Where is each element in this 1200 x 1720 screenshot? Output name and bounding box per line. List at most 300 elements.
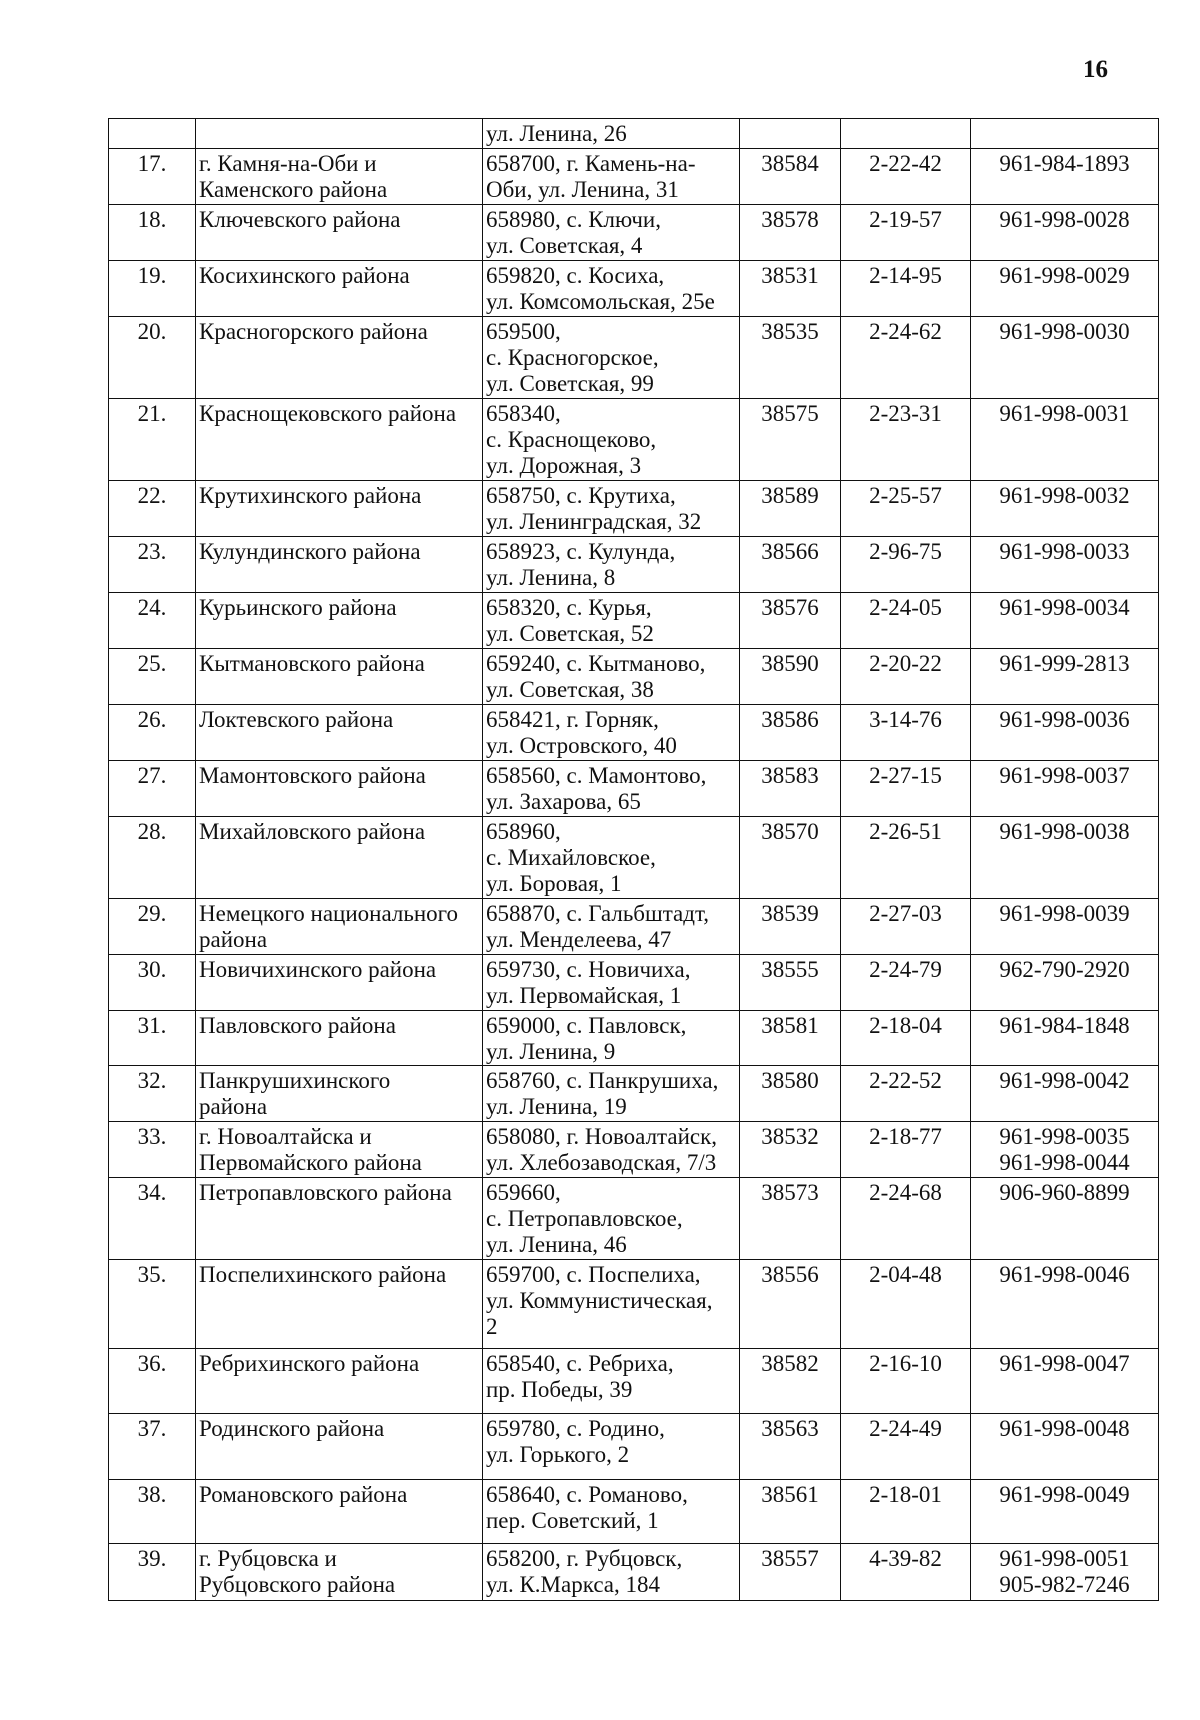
area-code-cell-text: 38576 [761,594,819,620]
address-cell [483,1260,740,1349]
address-cell-line: ул. Ленина, 26 [486,121,627,146]
address-cell-line: ул. Островского, 40 [486,732,677,758]
address-cell-line: ул. Советская, 52 [486,620,654,646]
address-cell-line: ул. Горького, 2 [486,1442,630,1468]
district-directory-table [108,118,1159,1601]
row-number-cell [109,1480,196,1544]
address-cell-line: 659820, с. Косиха, [486,262,665,288]
mobile-cell-line: 906-960-8899 [999,1180,1130,1206]
row-number-cell-text: 39. [137,1546,167,1572]
district-name-cell-line: Ребрихинского района [199,1351,420,1377]
district-name-cell-line: Романовского района [199,1482,408,1508]
address-cell-line: с. Красногорское, [486,344,659,370]
address-cell [483,119,740,149]
district-name-cell-line: Рубцовского района [199,1572,396,1598]
district-name-cell [196,316,483,398]
address-cell-line: ул. Ленина, 9 [486,1038,616,1064]
mobile-cell-line: 961-998-0039 [999,900,1130,926]
phone-cell-text: 2-27-03 [869,900,942,926]
phone-cell-text: 2-24-49 [869,1416,942,1442]
area-code-cell-text: 38583 [761,762,819,788]
address-cell-line: ул. Хлебозаводская, 7/3 [486,1150,717,1176]
area-code-cell [740,704,841,760]
address-cell [483,316,740,398]
address-cell-line: пер. Советский, 1 [486,1508,659,1534]
area-code-cell [740,260,841,316]
address-cell [483,1010,740,1066]
table-row [109,1260,1159,1349]
phone-cell [841,760,971,816]
address-cell-line: ул. Комсомольская, 25е [486,288,715,314]
phone-cell-text: 2-96-75 [869,538,942,564]
area-code-cell [740,1480,841,1544]
address-cell-line: 659500, [486,318,561,344]
address-cell-line: 658560, с. Мамонтово, [486,762,707,788]
address-cell [483,1544,740,1601]
row-number-cell [109,119,196,149]
phone-cell [841,1544,971,1601]
table-row [109,1414,1159,1480]
district-name-cell-line: Каменского района [199,176,388,202]
mobile-cell [971,1260,1159,1349]
area-code-cell-text: 38584 [761,151,819,176]
address-cell [483,816,740,898]
district-name-cell-line: Красногорского района [199,318,428,344]
phone-cell-text: 2-24-68 [869,1180,942,1206]
table-row [109,816,1159,898]
address-cell [483,1178,740,1260]
area-code-cell [740,480,841,536]
district-name-cell-line: Панкрушихинского [199,1068,391,1094]
district-name-cell-line: Павловского района [199,1012,396,1038]
row-number-cell [109,204,196,260]
address-cell-line: ул. Первомайская, 1 [486,982,682,1008]
page-number: 16 [1083,56,1108,83]
mobile-cell-line: 961-998-0033 [999,538,1130,564]
row-number-cell [109,1066,196,1122]
area-code-cell-text: 38580 [761,1068,819,1094]
area-code-cell [740,1066,841,1122]
district-name-cell-line: района [199,926,268,952]
mobile-cell [971,1122,1159,1178]
address-cell-line: 659730, с. Новичиха, [486,956,691,982]
row-number-cell-text: 28. [137,818,167,844]
area-code-cell-text: 38532 [761,1124,819,1150]
phone-cell-text: 2-22-42 [869,151,942,176]
table-row [109,760,1159,816]
address-cell-line: 659240, с. Кытманово, [486,650,706,676]
district-name-cell [196,1066,483,1122]
address-cell [483,480,740,536]
phone-cell [841,648,971,704]
row-number-cell-text: 36. [137,1351,167,1377]
table-row [109,119,1159,149]
mobile-cell-line: 961-998-0028 [999,206,1130,232]
row-number-cell-text: 17. [137,151,167,176]
phone-cell-text: 2-26-51 [869,818,942,844]
mobile-cell [971,1544,1159,1601]
row-number-cell-text: 30. [137,956,167,982]
address-cell-line: 658640, с. Романово, [486,1482,688,1508]
row-number-cell [109,760,196,816]
mobile-cell [971,536,1159,592]
phone-cell [841,1178,971,1260]
address-cell-line: 658980, с. Ключи, [486,206,661,232]
area-code-cell-text: 38578 [761,206,819,232]
area-code-cell [740,149,841,205]
mobile-cell [971,1010,1159,1066]
row-number-cell-text: 19. [137,262,167,288]
area-code-cell [740,1178,841,1260]
mobile-cell [971,316,1159,398]
area-code-cell-text: 38575 [761,400,819,426]
row-number-cell-text: 37. [137,1416,167,1442]
address-cell-line: ул. Ленинградская, 32 [486,508,702,534]
row-number-cell-text: 18. [137,206,167,232]
area-code-cell [740,1260,841,1349]
address-cell-line: ул. Ленина, 46 [486,1232,627,1258]
district-name-cell [196,1010,483,1066]
address-cell-line: ул. Ленина, 8 [486,564,616,590]
district-name-cell-line: Косихинского района [199,262,410,288]
area-code-cell [740,898,841,954]
row-number-cell [109,1122,196,1178]
mobile-cell [971,1349,1159,1414]
mobile-cell-line: 905-982-7246 [999,1572,1130,1598]
district-name-cell-line: Первомайского района [199,1150,422,1176]
row-number-cell [109,260,196,316]
address-cell-line: 658421, г. Горняк, [486,706,659,732]
mobile-cell-line: 961-998-0037 [999,762,1130,788]
area-code-cell [740,536,841,592]
table-row [109,648,1159,704]
mobile-cell-line: 961-998-0051 [999,1546,1130,1572]
area-code-cell-text: 38535 [761,318,819,344]
address-cell [483,204,740,260]
mobile-cell [971,1414,1159,1480]
address-cell [483,592,740,648]
phone-cell-text: 2-14-95 [869,262,942,288]
district-name-cell-line: Новичихинского района [199,956,437,982]
mobile-cell-line: 961-998-0049 [999,1482,1130,1508]
row-number-cell-text: 24. [137,594,167,620]
mobile-cell [971,648,1159,704]
table-row [109,1349,1159,1414]
address-cell [483,260,740,316]
area-code-cell-text: 38586 [761,706,819,732]
phone-cell [841,592,971,648]
phone-cell [841,1122,971,1178]
address-cell-line: пр. Победы, 39 [486,1377,633,1403]
phone-cell-text: 2-19-57 [869,206,942,232]
area-code-cell [740,1414,841,1480]
area-code-cell [740,954,841,1010]
phone-cell-text: 4-39-82 [869,1546,942,1572]
row-number-cell-text: 27. [137,762,167,788]
table-row [109,398,1159,480]
district-name-cell [196,1122,483,1178]
table-row [109,204,1159,260]
district-name-cell [196,1260,483,1349]
mobile-cell [971,704,1159,760]
district-name-cell [196,898,483,954]
address-cell-line: 658960, [486,818,561,844]
address-cell-line: 659000, с. Павловск, [486,1012,687,1038]
address-cell-line: ул. Ленина, 19 [486,1094,627,1120]
phone-cell-text: 2-04-48 [869,1262,942,1288]
district-name-cell [196,149,483,205]
table-body [109,119,1159,1601]
phone-cell [841,149,971,205]
row-number-cell-text: 31. [137,1012,167,1038]
phone-cell-text: 3-14-76 [869,706,942,732]
mobile-cell-line: 961-998-0034 [999,594,1130,620]
address-cell [483,1066,740,1122]
mobile-cell-line: 961-998-0029 [999,262,1130,288]
mobile-cell [971,204,1159,260]
table-row [109,592,1159,648]
district-name-cell [196,954,483,1010]
address-cell [483,1122,740,1178]
address-cell-line: ул. К.Маркса, 184 [486,1572,661,1598]
district-name-cell-line: г. Новоалтайска и [199,1124,372,1150]
address-cell-line: ул. Советская, 38 [486,676,654,702]
district-name-cell-line: г. Рубцовска и [199,1546,337,1572]
address-cell-line: 658320, с. Курья, [486,594,652,620]
row-number-cell [109,898,196,954]
row-number-cell [109,1349,196,1414]
area-code-cell-text: 38563 [761,1416,819,1442]
district-name-cell-line: Краснощековского района [199,400,457,426]
mobile-cell [971,260,1159,316]
phone-cell-text: 2-27-15 [869,762,942,788]
district-name-cell-line: Крутихинского района [199,482,422,508]
area-code-cell [740,398,841,480]
district-name-cell-line: района [199,1094,268,1120]
district-name-cell [196,760,483,816]
district-name-cell [196,1414,483,1480]
address-cell [483,760,740,816]
table-row [109,1010,1159,1066]
area-code-cell [740,1349,841,1414]
address-cell [483,149,740,205]
area-code-cell [740,204,841,260]
area-code-cell [740,648,841,704]
area-code-cell-text: 38566 [761,538,819,564]
address-cell [483,648,740,704]
address-cell-line: 659780, с. Родино, [486,1416,665,1442]
mobile-cell-line: 961-998-0035 [999,1124,1130,1150]
mobile-cell [971,1178,1159,1260]
district-name-cell-line: Курьинского района [199,594,397,620]
address-cell-line: ул. Советская, 4 [486,232,643,258]
mobile-cell [971,954,1159,1010]
phone-cell [841,1066,971,1122]
address-cell-line: ул. Коммунистическая, [486,1288,713,1314]
mobile-cell-line: 961-998-0044 [999,1150,1130,1176]
phone-cell [841,536,971,592]
district-name-cell [196,398,483,480]
area-code-cell-text: 38555 [761,956,819,982]
row-number-cell-text: 35. [137,1262,167,1288]
address-cell [483,898,740,954]
row-number-cell [109,592,196,648]
district-name-cell [196,536,483,592]
table-row [109,1066,1159,1122]
table-row [109,1480,1159,1544]
row-number-cell-text: 21. [137,400,167,426]
address-cell-line: 659660, [486,1180,561,1206]
district-name-cell [196,1544,483,1601]
address-cell-line: 658923, с. Кулунда, [486,538,676,564]
district-name-cell-line: Ключевского района [199,206,401,232]
mobile-cell-line: 961-998-0030 [999,318,1130,344]
address-cell-line: 658760, с. Панкрушиха, [486,1068,719,1094]
area-code-cell-text: 38556 [761,1262,819,1288]
row-number-cell-text: 29. [137,900,167,926]
district-name-cell [196,816,483,898]
address-cell-line: ул. Дорожная, 3 [486,452,642,478]
row-number-cell-text: 33. [137,1124,167,1150]
phone-cell [841,704,971,760]
address-cell [483,536,740,592]
address-cell-line: 2 [486,1314,498,1340]
address-cell [483,704,740,760]
row-number-cell [109,816,196,898]
phone-cell [841,1480,971,1544]
phone-cell-text: 2-18-77 [869,1124,942,1150]
area-code-cell [740,316,841,398]
row-number-cell [109,1178,196,1260]
row-number-cell-text: 23. [137,538,167,564]
district-name-cell [196,592,483,648]
address-cell-line: 658870, с. Гальбштадт, [486,900,710,926]
district-name-cell-line: Кытмановского района [199,650,425,676]
mobile-cell [971,1480,1159,1544]
phone-cell [841,1010,971,1066]
address-cell-line: с. Петропавловское, [486,1206,683,1232]
mobile-cell [971,1066,1159,1122]
district-name-cell [196,704,483,760]
mobile-cell-line: 961-998-0032 [999,482,1130,508]
phone-cell [841,398,971,480]
mobile-cell-line: 961-984-1893 [999,151,1130,176]
area-code-cell [740,1010,841,1066]
row-number-cell-text: 20. [137,318,167,344]
address-cell-line: с. Краснощеково, [486,426,657,452]
district-name-cell-line: Кулундинского района [199,538,421,564]
phone-cell [841,1349,971,1414]
address-cell [483,954,740,1010]
mobile-cell-line: 961-998-0048 [999,1416,1130,1442]
phone-cell-text: 2-25-57 [869,482,942,508]
district-name-cell-line: Мамонтовского района [199,762,426,788]
district-name-cell-line: Михайловского района [199,818,426,844]
district-name-cell [196,1349,483,1414]
district-name-cell [196,260,483,316]
mobile-cell-line: 961-998-0036 [999,706,1130,732]
mobile-cell [971,816,1159,898]
address-cell-line: 658340, [486,400,561,426]
phone-cell [841,260,971,316]
area-code-cell [740,816,841,898]
table-row [109,1544,1159,1601]
table-row [109,1122,1159,1178]
area-code-cell-text: 38589 [761,482,819,508]
address-cell [483,1414,740,1480]
table-row [109,480,1159,536]
row-number-cell-text: 25. [137,650,167,676]
phone-cell [841,480,971,536]
row-number-cell [109,1260,196,1349]
mobile-cell-line: 961-998-0047 [999,1351,1130,1377]
area-code-cell-text: 38582 [761,1351,819,1377]
phone-cell-text: 2-18-01 [869,1482,942,1508]
district-name-cell-line: Петропавловского района [199,1180,452,1206]
mobile-cell [971,398,1159,480]
district-name-cell [196,1480,483,1544]
table-row [109,898,1159,954]
district-name-cell-line: Родинского района [199,1416,385,1442]
address-cell-line: 658080, г. Новоалтайск, [486,1124,718,1150]
address-cell-line: 658200, г. Рубцовск, [486,1546,683,1572]
row-number-cell [109,1544,196,1601]
mobile-cell-line: 961-998-0046 [999,1262,1130,1288]
address-cell [483,398,740,480]
phone-cell [841,898,971,954]
phone-cell-text: 2-16-10 [869,1351,942,1377]
table-row [109,316,1159,398]
row-number-cell [109,648,196,704]
phone-cell [841,1260,971,1349]
mobile-cell-line: 961-998-0042 [999,1068,1130,1094]
area-code-cell-text: 38581 [761,1012,819,1038]
area-code-cell [740,119,841,149]
mobile-cell-line: 961-998-0031 [999,400,1130,426]
table-row [109,704,1159,760]
district-name-cell-line: г. Камня-на-Оби и [199,151,377,176]
phone-cell-text: 2-23-31 [869,400,942,426]
table-row [109,536,1159,592]
row-number-cell [109,398,196,480]
row-number-cell-text: 32. [137,1068,167,1094]
phone-cell-text: 2-24-62 [869,318,942,344]
district-name-cell [196,1178,483,1260]
address-cell [483,1480,740,1544]
row-number-cell-text: 38. [137,1482,167,1508]
row-number-cell-text: 22. [137,482,167,508]
table-row [109,954,1159,1010]
mobile-cell-line: 962-790-2920 [999,956,1130,982]
area-code-cell-text: 38531 [761,262,819,288]
area-code-cell [740,760,841,816]
area-code-cell-text: 38570 [761,818,819,844]
address-cell-line: 658750, с. Крутиха, [486,482,676,508]
mobile-cell [971,592,1159,648]
mobile-cell-line: 961-999-2813 [999,650,1130,676]
phone-cell-text: 2-22-52 [869,1068,942,1094]
address-cell-line: ул. Захарова, 65 [486,788,641,814]
row-number-cell-text: 34. [137,1180,167,1206]
phone-cell-text: 2-24-79 [869,956,942,982]
mobile-cell [971,149,1159,205]
area-code-cell-text: 38573 [761,1180,819,1206]
row-number-cell [109,149,196,205]
row-number-cell [109,954,196,1010]
address-cell-line: 658540, с. Ребриха, [486,1351,674,1377]
address-cell-line: ул. Менделеева, 47 [486,926,672,952]
phone-cell-text: 2-20-22 [869,650,942,676]
